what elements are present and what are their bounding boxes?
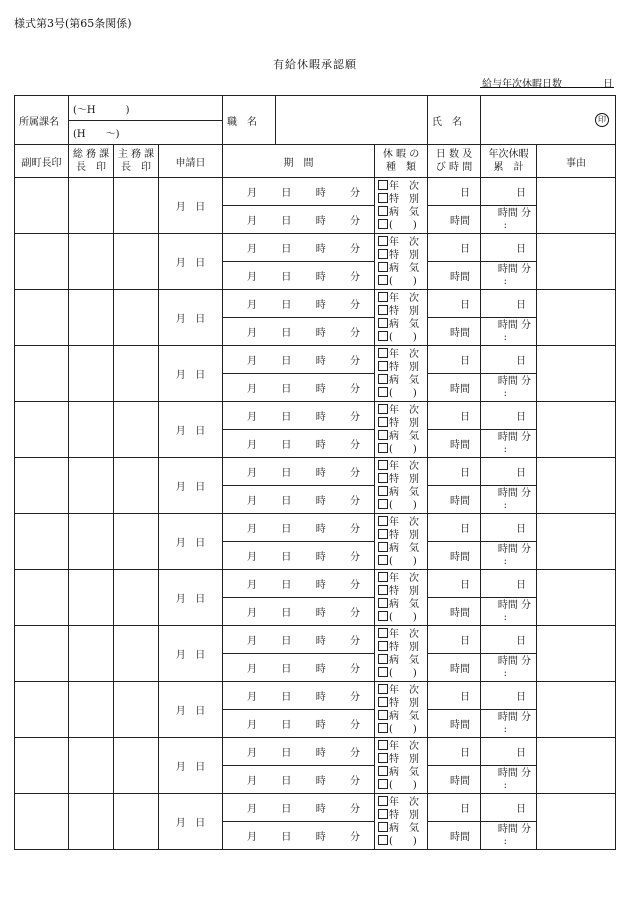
period-start[interactable]: 月 日 時 分 (223, 738, 375, 766)
table-row (15, 402, 616, 430)
cumulative-hours-cell[interactable]: 時間 分 : (481, 542, 537, 570)
checkbox-icon (378, 374, 388, 384)
cumulative-hours-cell[interactable]: 時間 分 : (481, 318, 537, 346)
checkbox-icon (378, 641, 388, 651)
application-date-cell[interactable]: 月 日 (159, 402, 223, 458)
cumulative-days-cell[interactable]: 日 (481, 738, 537, 766)
general-affairs-chief-cell[interactable] (69, 290, 114, 346)
table-row (15, 458, 616, 486)
cumulative-hours-cell[interactable]: 時間 分 : (481, 654, 537, 682)
application-date-cell[interactable]: 月 日 (159, 626, 223, 682)
table-row (15, 570, 616, 598)
table-row (15, 626, 616, 654)
period-start[interactable]: 月 日 時 分 (223, 682, 375, 710)
checkbox-icon (378, 667, 388, 677)
period-start[interactable]: 月 日 時 分 (223, 570, 375, 598)
checkbox-icon (378, 262, 388, 272)
main-affairs-chief-cell[interactable] (114, 514, 159, 570)
checkbox-icon (378, 249, 388, 259)
name-label: 氏 名 (428, 96, 481, 145)
deputy-mayor-seal-cell[interactable] (15, 402, 69, 458)
checkbox-icon (378, 348, 388, 358)
checkbox-icon (378, 740, 388, 750)
checkbox-icon (378, 331, 388, 341)
main-affairs-chief-cell[interactable] (114, 570, 159, 626)
reason-cell[interactable] (537, 626, 616, 682)
checkbox-icon (378, 417, 388, 427)
general-affairs-chief-cell[interactable] (69, 514, 114, 570)
reason-cell[interactable] (537, 682, 616, 738)
main-affairs-chief-cell[interactable] (114, 234, 159, 290)
period-end[interactable]: 月 日 時 分 (223, 766, 375, 794)
days-cell[interactable]: 日 (428, 346, 481, 374)
main-affairs-chief-cell[interactable] (114, 458, 159, 514)
dept-label: 所属課名 (15, 96, 69, 145)
period-start[interactable]: 月 日 時 分 (223, 290, 375, 318)
checkbox-icon (378, 796, 388, 806)
cumulative-days-cell[interactable]: 日 (481, 346, 537, 374)
checkbox-icon (378, 206, 388, 216)
period-start[interactable]: 月 日 時 分 (223, 626, 375, 654)
hours-cell[interactable]: 時間 (428, 542, 481, 570)
period-end[interactable]: 月 日 時 分 (223, 598, 375, 626)
general-affairs-chief-cell[interactable] (69, 570, 114, 626)
deputy-mayor-seal-cell[interactable] (15, 346, 69, 402)
deputy-mayor-seal-cell[interactable] (15, 234, 69, 290)
application-date-cell[interactable]: 月 日 (159, 682, 223, 738)
application-date-cell[interactable]: 月 日 (159, 458, 223, 514)
leave-approval-table (14, 95, 616, 850)
table-row (15, 738, 616, 766)
period-end[interactable]: 月 日 時 分 (223, 430, 375, 458)
deputy-mayor-seal-cell[interactable] (15, 290, 69, 346)
main-affairs-chief-cell[interactable] (114, 738, 159, 794)
checkbox-icon (378, 766, 388, 776)
application-date-cell[interactable]: 月 日 (159, 234, 223, 290)
application-date-cell[interactable]: 月 日 (159, 178, 223, 234)
main-affairs-chief-cell[interactable] (114, 402, 159, 458)
col-annual-leave-total: 年次休暇 累 計 (481, 145, 537, 178)
checkbox-icon (378, 809, 388, 819)
period-end[interactable]: 月 日 時 分 (223, 486, 375, 514)
days-cell[interactable]: 日 (428, 458, 481, 486)
checkbox-icon (378, 684, 388, 694)
general-affairs-chief-cell[interactable] (69, 794, 114, 850)
col-application-date: 申請日 (159, 145, 223, 178)
checkbox-icon (378, 460, 388, 470)
deputy-mayor-seal-cell[interactable] (15, 794, 69, 850)
period-start[interactable]: 月 日 時 分 (223, 346, 375, 374)
checkbox-icon (378, 753, 388, 763)
cumulative-days-cell[interactable]: 日 (481, 570, 537, 598)
checkbox-icon (378, 318, 388, 328)
checkbox-icon (378, 628, 388, 638)
cumulative-hours-cell[interactable]: 時間 分 : (481, 430, 537, 458)
deputy-mayor-seal-cell[interactable] (15, 570, 69, 626)
table-row (15, 794, 616, 822)
checkbox-icon (378, 275, 388, 285)
application-date-cell[interactable]: 月 日 (159, 794, 223, 850)
cumulative-hours-cell[interactable]: 時間 分 : (481, 262, 537, 290)
checkbox-icon (378, 361, 388, 371)
checkbox-icon (378, 305, 388, 315)
period-start[interactable]: 月 日 時 分 (223, 178, 375, 206)
checkbox-icon (378, 529, 388, 539)
days-cell[interactable]: 日 (428, 234, 481, 262)
hours-cell[interactable]: 時間 (428, 766, 481, 794)
period-end[interactable]: 月 日 時 分 (223, 710, 375, 738)
checkbox-icon (378, 697, 388, 707)
cumulative-days-cell[interactable]: 日 (481, 458, 537, 486)
col-period: 期 間 (223, 145, 375, 178)
reason-cell[interactable] (537, 794, 616, 850)
leave-type-checkboxes[interactable]: 年 次 特 別 病 気 ( ) (375, 682, 428, 738)
hours-cell[interactable]: 時間 (428, 262, 481, 290)
reason-cell[interactable] (537, 346, 616, 402)
reason-cell[interactable] (537, 738, 616, 794)
col-general-affairs-chief: 総 務 課 長 印 (69, 145, 114, 178)
reason-cell[interactable] (537, 402, 616, 458)
cumulative-days-cell[interactable]: 日 (481, 178, 537, 206)
period-start[interactable]: 月 日 時 分 (223, 794, 375, 822)
application-date-cell[interactable]: 月 日 (159, 570, 223, 626)
general-affairs-chief-cell[interactable] (69, 682, 114, 738)
reason-cell[interactable] (537, 458, 616, 514)
period-end[interactable]: 月 日 時 分 (223, 318, 375, 346)
main-affairs-chief-cell[interactable] (114, 346, 159, 402)
reason-cell[interactable] (537, 570, 616, 626)
checkbox-icon (378, 486, 388, 496)
cumulative-days-cell[interactable]: 日 (481, 290, 537, 318)
checkbox-icon (378, 542, 388, 552)
col-reason: 事由 (537, 145, 616, 178)
hours-cell[interactable]: 時間 (428, 486, 481, 514)
checkbox-icon (378, 572, 388, 582)
hours-cell[interactable]: 時間 (428, 318, 481, 346)
checkbox-icon (378, 292, 388, 302)
reason-cell[interactable] (537, 234, 616, 290)
days-cell[interactable]: 日 (428, 626, 481, 654)
general-affairs-chief-cell[interactable] (69, 234, 114, 290)
cumulative-days-cell[interactable]: 日 (481, 626, 537, 654)
checkbox-icon (378, 430, 388, 440)
days-cell[interactable]: 日 (428, 514, 481, 542)
cumulative-hours-cell[interactable]: 時間 分 : (481, 206, 537, 234)
checkbox-icon (378, 516, 388, 526)
checkbox-icon (378, 473, 388, 483)
period-end[interactable]: 月 日 時 分 (223, 374, 375, 402)
cumulative-hours-cell[interactable]: 時間 分 : (481, 374, 537, 402)
period-end[interactable]: 月 日 時 分 (223, 542, 375, 570)
application-date-cell[interactable]: 月 日 (159, 290, 223, 346)
leave-type-checkboxes[interactable]: 年 次 特 別 病 気 ( ) (375, 458, 428, 514)
col-deputy-mayor-seal: 副町長印 (15, 145, 69, 178)
deputy-mayor-seal-cell[interactable] (15, 458, 69, 514)
leave-type-checkboxes[interactable]: 年 次 特 別 病 気 ( ) (375, 570, 428, 626)
checkbox-icon (378, 611, 388, 621)
checkbox-icon (378, 835, 388, 845)
period-start[interactable]: 月 日 時 分 (223, 234, 375, 262)
hours-cell[interactable]: 時間 (428, 710, 481, 738)
general-affairs-chief-cell[interactable] (69, 402, 114, 458)
position-field[interactable] (276, 96, 428, 145)
period-end[interactable]: 月 日 時 分 (223, 262, 375, 290)
reason-cell[interactable] (537, 514, 616, 570)
hours-cell[interactable]: 時間 (428, 430, 481, 458)
paid-days-underline (480, 87, 614, 88)
hours-cell[interactable]: 時間 (428, 206, 481, 234)
reason-cell[interactable] (537, 178, 616, 234)
checkbox-icon (378, 404, 388, 414)
days-cell[interactable]: 日 (428, 738, 481, 766)
dept-period-to[interactable]: (H 〜) (69, 121, 223, 145)
days-cell[interactable]: 日 (428, 178, 481, 206)
checkbox-icon (378, 585, 388, 595)
col-leave-type: 休 暇 の 種 類 (375, 145, 428, 178)
document-title: 有給休暇承認願 (273, 58, 357, 71)
cumulative-days-cell[interactable]: 日 (481, 514, 537, 542)
form-reference: 様式第3号(第65条関係) (14, 17, 132, 30)
hours-cell[interactable]: 時間 (428, 598, 481, 626)
table-row (15, 178, 616, 206)
application-date-cell[interactable]: 月 日 (159, 514, 223, 570)
general-affairs-chief-cell[interactable] (69, 458, 114, 514)
leave-type-checkboxes[interactable]: 年 次 特 別 病 気 ( ) (375, 626, 428, 682)
checkbox-icon (378, 710, 388, 720)
table-row (15, 682, 616, 710)
col-main-affairs-chief: 主 務 課 長 印 (114, 145, 159, 178)
days-cell[interactable]: 日 (428, 570, 481, 598)
table-row (15, 234, 616, 262)
general-affairs-chief-cell[interactable] (69, 346, 114, 402)
deputy-mayor-seal-cell[interactable] (15, 514, 69, 570)
checkbox-icon (378, 236, 388, 246)
checkbox-icon (378, 387, 388, 397)
leave-type-checkboxes[interactable]: 年 次 特 別 病 気 ( ) (375, 178, 428, 234)
days-cell[interactable]: 日 (428, 794, 481, 822)
cumulative-hours-cell[interactable]: 時間 分 : (481, 710, 537, 738)
cumulative-hours-cell[interactable]: 時間 分 : (481, 822, 537, 850)
table-row (15, 346, 616, 374)
period-start[interactable]: 月 日 時 分 (223, 514, 375, 542)
leave-type-checkboxes[interactable]: 年 次 特 別 病 気 ( ) (375, 514, 428, 570)
cumulative-hours-cell[interactable]: 時間 分 : (481, 598, 537, 626)
deputy-mayor-seal-cell[interactable] (15, 626, 69, 682)
cumulative-days-cell[interactable]: 日 (481, 794, 537, 822)
main-affairs-chief-cell[interactable] (114, 682, 159, 738)
application-date-cell[interactable]: 月 日 (159, 346, 223, 402)
deputy-mayor-seal-cell[interactable] (15, 682, 69, 738)
main-affairs-chief-cell[interactable] (114, 626, 159, 682)
col-days-hours: 日 数 及 び 時 間 (428, 145, 481, 178)
general-affairs-chief-cell[interactable] (69, 626, 114, 682)
checkbox-icon (378, 598, 388, 608)
paid-days-label: 給与年次休暇日数 (482, 79, 562, 90)
checkbox-icon (378, 723, 388, 733)
dept-period-from[interactable]: (〜H ) (69, 96, 223, 121)
checkbox-icon (378, 654, 388, 664)
checkbox-icon (378, 443, 388, 453)
table-row (15, 514, 616, 542)
general-affairs-chief-cell[interactable] (69, 178, 114, 234)
leave-type-checkboxes[interactable]: 年 次 特 別 病 気 ( ) (375, 738, 428, 794)
period-end[interactable]: 月 日 時 分 (223, 822, 375, 850)
checkbox-icon (378, 193, 388, 203)
hours-cell[interactable]: 時間 (428, 374, 481, 402)
hours-cell[interactable]: 時間 (428, 654, 481, 682)
cumulative-days-cell[interactable]: 日 (481, 234, 537, 262)
checkbox-icon (378, 180, 388, 190)
cumulative-hours-cell[interactable]: 時間 分 : (481, 486, 537, 514)
deputy-mayor-seal-cell[interactable] (15, 738, 69, 794)
cumulative-days-cell[interactable]: 日 (481, 682, 537, 710)
name-field[interactable] (481, 96, 616, 145)
checkbox-icon (378, 822, 388, 832)
period-end[interactable]: 月 日 時 分 (223, 654, 375, 682)
period-start[interactable]: 月 日 時 分 (223, 402, 375, 430)
main-affairs-chief-cell[interactable] (114, 290, 159, 346)
reason-cell[interactable] (537, 290, 616, 346)
paid-days-unit: 日 (603, 79, 613, 90)
period-start[interactable]: 月 日 時 分 (223, 458, 375, 486)
days-cell[interactable]: 日 (428, 402, 481, 430)
leave-type-checkboxes[interactable]: 年 次 特 別 病 気 ( ) (375, 346, 428, 402)
hours-cell[interactable]: 時間 (428, 822, 481, 850)
cumulative-hours-cell[interactable]: 時間 分 : (481, 766, 537, 794)
main-affairs-chief-cell[interactable] (114, 178, 159, 234)
days-cell[interactable]: 日 (428, 290, 481, 318)
checkbox-icon (378, 219, 388, 229)
leave-type-checkboxes[interactable]: 年 次 特 別 病 気 ( ) (375, 290, 428, 346)
leave-type-checkboxes[interactable]: 年 次 特 別 病 気 ( ) (375, 402, 428, 458)
checkbox-icon (378, 555, 388, 565)
checkbox-icon (378, 779, 388, 789)
application-date-cell[interactable]: 月 日 (159, 738, 223, 794)
leave-type-checkboxes[interactable]: 年 次 特 別 病 気 ( ) (375, 794, 428, 850)
leave-type-checkboxes[interactable]: 年 次 特 別 病 気 ( ) (375, 234, 428, 290)
position-label: 職 名 (223, 96, 276, 145)
cumulative-days-cell[interactable]: 日 (481, 402, 537, 430)
period-end[interactable]: 月 日 時 分 (223, 206, 375, 234)
main-affairs-chief-cell[interactable] (114, 794, 159, 850)
days-cell[interactable]: 日 (428, 682, 481, 710)
deputy-mayor-seal-cell[interactable] (15, 178, 69, 234)
table-row (15, 290, 616, 318)
seal-mark: 印 (595, 113, 609, 127)
checkbox-icon (378, 499, 388, 509)
general-affairs-chief-cell[interactable] (69, 738, 114, 794)
